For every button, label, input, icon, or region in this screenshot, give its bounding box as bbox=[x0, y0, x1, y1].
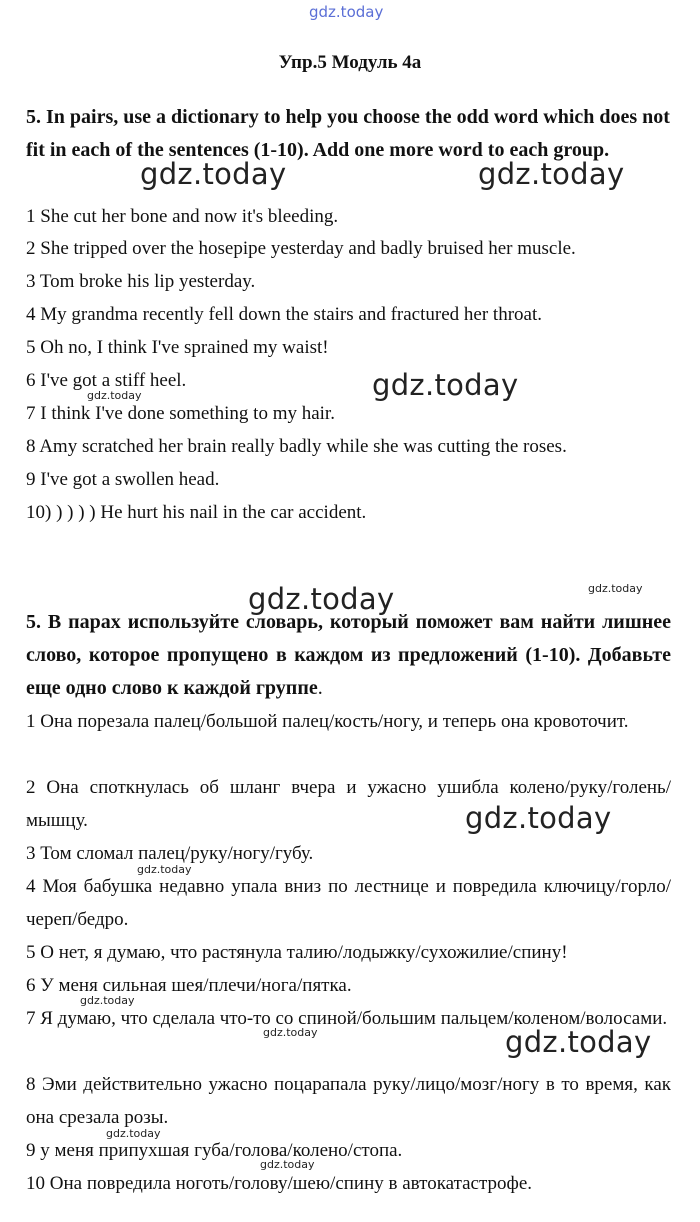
russian-sentence-8: 8 Эми действительно ужасно поцарапала руку/лицо/мозг/ногу в то время, как она срезала розы. bbox=[26, 1074, 671, 1128]
watermark: gdz.today bbox=[372, 368, 519, 402]
english-sentence-10: 10) ) ) ) ) He hurt his nail in the car accident. bbox=[26, 502, 367, 523]
russian-task-text: 5. В парах используйте словарь, который поможет вам найти лишнее слово, которое пропущено в каждом из предложений (1-10). Добавьте еще одно слово к каждой группе bbox=[26, 611, 671, 699]
watermark: gdz.today bbox=[248, 582, 395, 616]
russian-sentence-6: 6 У меня сильная шея/плечи/нога/пятка. bbox=[26, 975, 352, 996]
english-sentence-5: 5 Oh no, I think I've sprained my waist! bbox=[26, 337, 329, 358]
watermark: gdz.today bbox=[140, 157, 287, 191]
russian-sentence-2: 2 Она споткнулась об шланг вчера и ужасно ушибла колено/руку/голень/мышцу. bbox=[26, 777, 671, 831]
english-sentence-2: 2 She tripped over the hosepipe yesterday and badly bruised her muscle. bbox=[26, 238, 576, 259]
russian-sentence-5: 5 О нет, я думаю, что растянула талию/лодыжку/сухожилие/спину! bbox=[26, 942, 568, 963]
watermark-small: gdz.today bbox=[263, 1026, 318, 1039]
russian-sentence-3: 3 Том сломал палец/руку/ногу/губу. bbox=[26, 843, 314, 864]
watermark-top: gdz.today bbox=[309, 3, 384, 21]
russian-sentence-7: 7 Я думаю, что сделала что-то со спиной/большим пальцем/коленом/волосами. bbox=[26, 1008, 668, 1029]
watermark-small: gdz.today bbox=[260, 1158, 315, 1171]
watermark-small: gdz.today bbox=[588, 582, 643, 595]
english-task: 5. In pairs, use a dictionary to help you choose the odd word which does not fit in each of the sentences (1-10). Add one more word to each group. bbox=[26, 106, 670, 161]
watermark: gdz.today bbox=[505, 1025, 652, 1059]
page-title: Упр.5 Модуль 4а bbox=[278, 52, 422, 73]
russian-sentence-4: 4 Моя бабушка недавно упала вниз по лестнице и повредила ключицу/горло/череп/бедро. bbox=[26, 876, 671, 930]
russian-sentence-9: 9 у меня припухшая губа/голова/колено/стопа. bbox=[26, 1140, 403, 1161]
english-sentence-4: 4 My grandma recently fell down the stairs and fractured her throat. bbox=[26, 304, 542, 325]
russian-task bbox=[26, 606, 671, 705]
russian-task-end: . bbox=[317, 677, 323, 699]
russian-sentence-10: 10 Она повредила ноготь/голову/шею/спину в автокатастрофе. bbox=[26, 1173, 533, 1194]
watermark-small: gdz.today bbox=[106, 1127, 161, 1140]
watermark: gdz.today bbox=[478, 157, 625, 191]
english-sentence-1: 1 She cut her bone and now it's bleeding. bbox=[26, 206, 339, 227]
watermark-small: gdz.today bbox=[80, 994, 135, 1007]
english-sentence-3: 3 Tom broke his lip yesterday. bbox=[26, 271, 256, 292]
russian-sentence-1: 1 Она порезала палец/большой палец/кость/ногу, и теперь она кровоточит. bbox=[26, 711, 629, 732]
english-sentence-9: 9 I've got a swollen head. bbox=[26, 469, 220, 490]
english-sentence-6: 6 I've got a stiff heel. bbox=[26, 370, 187, 391]
english-sentence-8: 8 Amy scratched her brain really badly while she was cutting the roses. bbox=[26, 436, 567, 457]
watermark-small: gdz.today bbox=[137, 863, 192, 876]
watermark-small: gdz.today bbox=[87, 389, 142, 402]
watermark: gdz.today bbox=[465, 801, 612, 835]
english-sentence-7: 7 I think I've done something to my hair. bbox=[26, 403, 335, 424]
